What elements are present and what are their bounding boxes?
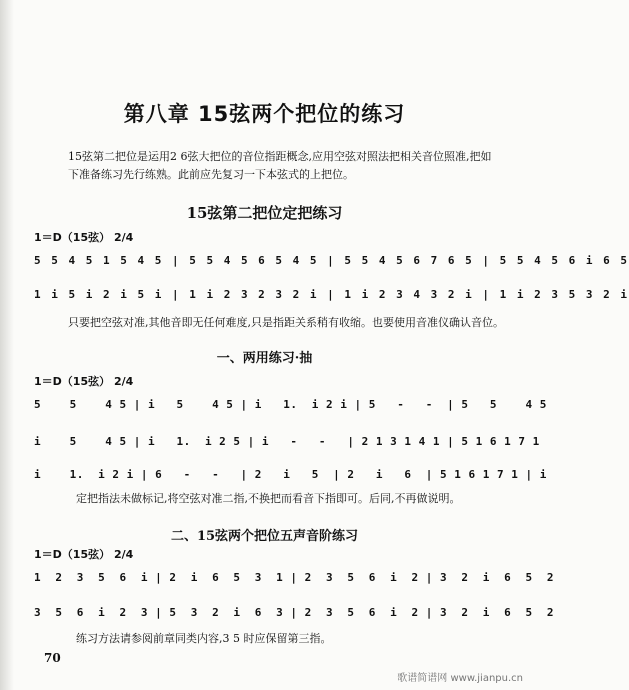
section2-key [34, 373, 133, 389]
section3-title: 二、15弦两个把位五声音阶练习 [170, 529, 359, 544]
section3-note: 练习方法请参阅前章同类内容,3 5 时应保留第三指。 [76, 632, 332, 645]
section2-line-3: i 1. i 2 i | 6 - - | 2 i 5 | 2 i 6 | 5 1 6 1 7 1 | i [34, 468, 547, 481]
section2-key-text: 1＝D（15弦） [34, 375, 111, 388]
section3-key [34, 546, 133, 562]
section2-line-2: i 5 4 5 | i 1. i 2 5 | i - - | 2 1 3 1 4 1 | 5 1 6 1 7 1 [34, 435, 540, 448]
section3-time-signature: 2/4 [113, 548, 134, 561]
section1-line-2: 1 i 5 i 2 i 5 i | 1 i 2 3 2 3 2 i | 1 i 2 3 4 3 2 i | 1 i 2 3 5 3 2 i [34, 288, 629, 301]
watermark: 歌谱简谱网 www.jianpu.cn [397, 673, 523, 684]
section1-key [34, 229, 133, 245]
section3-line-1: 1 2 3 5 6 i | 2 i 6 5 3 1 | 2 3 5 6 i 2 | 3 2 i 6 5 2 [34, 571, 554, 584]
section1-time-signature: 2/4 [113, 231, 134, 244]
section1-note: 只要把空弦对准,其他音即无任何难度,只是指距关系稍有收缩。也要使用音准仪确认音位。 [68, 316, 504, 329]
section1-key-text: 1＝D（15弦） [34, 231, 111, 244]
chapter-title: 第八章 15弦两个把位的练习 [123, 102, 406, 126]
section2-note: 定把指法未做标记,将空弦对准二指,不换把而看音下指即可。后同,不再做说明。 [76, 492, 461, 505]
section3-line-2: 3 5 6 i 2 3 | 5 3 2 i 6 3 | 2 3 5 6 i 2 | 3 2 i 6 5 2 [34, 606, 554, 619]
section3-key-text: 1＝D（15弦） [34, 548, 111, 561]
section2-line-1: 5 5 4 5 | i 5 4 5 | i 1. i 2 i | 5 - - | 5 5 4 5 [34, 398, 547, 411]
section2-title: 一、两用练习·抽 [216, 351, 313, 366]
intro-paragraph: 15弦第二把位是运用2 6弦大把位的音位指距概念,应用空弦对照法把相关音位照准,把如下准备练习先行练熟。此前应先复习一下本弦式的上把位。 [68, 150, 492, 181]
section1-title: 15弦第二把位定把练习 [186, 204, 343, 222]
section1-line-1: 5 5 4 5 1 5 4 5 | 5 5 4 5 6 5 4 5 | 5 5 4 5 6 7 6 5 | 5 5 4 5 6 i 6 5 [34, 254, 629, 267]
section2-time-signature: 2/4 [113, 375, 134, 388]
page-number: 70 [44, 651, 61, 665]
